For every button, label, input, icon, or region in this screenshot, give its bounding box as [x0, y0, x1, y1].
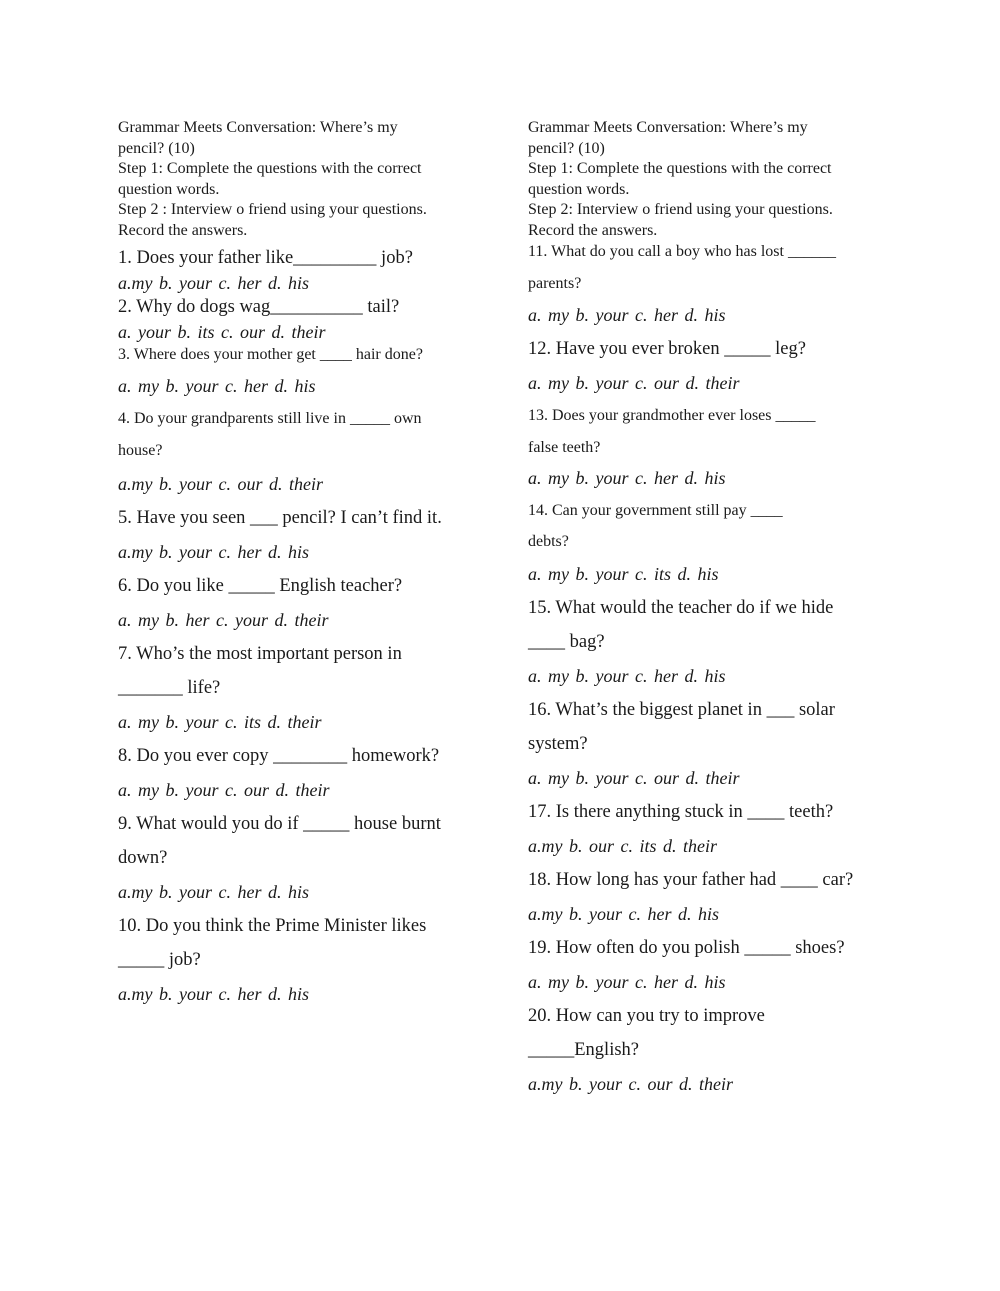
question-item — [528, 863, 883, 931]
answer-options: a.my b. your c. her d. his — [528, 904, 719, 924]
question-item — [528, 495, 883, 591]
question-text: parents? — [528, 275, 582, 292]
question-text: 11. What do you call a boy who has lost ______ — [528, 243, 836, 260]
question-item — [528, 999, 883, 1101]
answer-options: a. my b. your c. her d. his — [528, 468, 726, 488]
question-item — [118, 739, 478, 807]
header-line: Step 2 : Interview o friend using your questions. — [118, 201, 427, 218]
question-item — [528, 397, 883, 495]
question-text: 15. What would the teacher do if we hide — [528, 598, 834, 618]
question-text: 13. Does your grandmother ever loses _____ — [528, 407, 816, 424]
question-item — [118, 637, 478, 739]
answer-options: a. my b. your c. her d. his — [118, 376, 316, 396]
question-item — [528, 237, 883, 329]
answer-options: a. my b. your c. our d. their — [528, 373, 740, 393]
question-text: system? — [528, 734, 588, 754]
worksheet-header — [118, 118, 478, 241]
answer-options: a.my b. your c. her d. his — [118, 882, 309, 902]
question-item — [118, 807, 478, 909]
header-line: Step 2: Interview o friend using your questions. — [528, 201, 833, 218]
header-line: Record the answers. — [528, 221, 658, 239]
question-text: 5. Have you seen ___ pencil? I can’t find it. — [118, 508, 442, 528]
question-item — [528, 931, 883, 999]
header-line: Step 1: Complete the questions with the correct — [118, 160, 422, 177]
question-text: 14. Can your government still pay ____ — [528, 502, 783, 519]
answer-options: a.my b. your c. her d. his — [118, 273, 309, 293]
header-line: Record the answers. — [118, 221, 248, 239]
header-line: Grammar Meets Conversation: Where’s my — [528, 119, 808, 136]
question-text: 18. How long has your father had ____ car? — [528, 870, 854, 890]
question-text: 2. Why do dogs wag__________ tail? — [118, 297, 400, 317]
question-text: down? — [118, 848, 168, 868]
question-text: 4. Do your grandparents still live in _____ own — [118, 410, 422, 427]
question-text: house? — [118, 442, 163, 459]
answer-options: a.my b. your c. her d. his — [118, 984, 309, 1004]
question-item — [118, 909, 478, 1011]
question-text: 17. Is there anything stuck in ____ teeth? — [528, 802, 834, 822]
question-text: false teeth? — [528, 439, 601, 456]
answer-options: a. my b. your c. our d. their — [528, 768, 740, 788]
answer-options: a. your b. its c. our d. their — [118, 322, 326, 342]
question-text: _____ job? — [118, 950, 201, 970]
question-item — [118, 501, 478, 569]
question-text: 10. Do you think the Prime Minister likes — [118, 916, 427, 936]
answer-options: a.my b. your c. our d. their — [528, 1074, 733, 1094]
question-text: _______ life? — [118, 678, 221, 698]
question-text: 6. Do you like _____ English teacher? — [118, 576, 403, 596]
header-line: pencil? (10) — [118, 139, 195, 157]
question-text: 16. What’s the biggest planet in ___ solar — [528, 700, 835, 720]
left-column — [118, 118, 478, 1011]
answer-options: a.my b. our c. its d. their — [528, 836, 717, 856]
answer-options: a. my b. your c. its d. his — [528, 564, 719, 584]
question-item — [528, 795, 883, 863]
question-item — [118, 569, 478, 637]
answer-options: a. my b. your c. our d. their — [118, 780, 330, 800]
question-text: 8. Do you ever copy ________ homework? — [118, 746, 440, 766]
question-text: 1. Does your father like_________ job? — [118, 248, 413, 268]
question-text: _____English? — [528, 1040, 639, 1060]
question-text: 12. Have you ever broken _____ leg? — [528, 339, 806, 359]
answer-options: a.my b. your c. her d. his — [118, 542, 309, 562]
header-line: pencil? (10) — [528, 139, 605, 157]
question-text: ____ bag? — [528, 632, 605, 652]
answer-options: a. my b. your c. her d. his — [528, 666, 726, 686]
answer-options: a. my b. your c. its d. their — [118, 712, 322, 732]
question-item — [528, 591, 883, 693]
question-item — [528, 693, 883, 795]
question-item — [528, 329, 883, 397]
header-line: Grammar Meets Conversation: Where’s my — [118, 119, 398, 136]
question-text: 7. Who’s the most important person in — [118, 644, 402, 664]
header-line: Step 1: Complete the questions with the correct — [528, 160, 832, 177]
answer-options: a. my b. her c. your d. their — [118, 610, 329, 630]
header-line: question words. — [528, 180, 630, 198]
answer-options: a.my b. your c. our d. their — [118, 474, 323, 494]
answer-options: a. my b. your c. her d. his — [528, 305, 726, 325]
question-text: 3. Where does your mother get ____ hair done? — [118, 346, 423, 363]
question-item — [118, 403, 478, 501]
answer-options: a. my b. your c. her d. his — [528, 972, 726, 992]
worksheet-header — [528, 118, 883, 241]
question-text: 19. How often do you polish _____ shoes? — [528, 938, 845, 958]
question-text: 9. What would you do if _____ house burnt — [118, 814, 441, 834]
header-line: question words. — [118, 180, 220, 198]
question-text: 20. How can you try to improve — [528, 1006, 765, 1026]
question-text: debts? — [528, 533, 569, 550]
question-item — [118, 339, 478, 403]
right-column — [528, 118, 883, 1101]
